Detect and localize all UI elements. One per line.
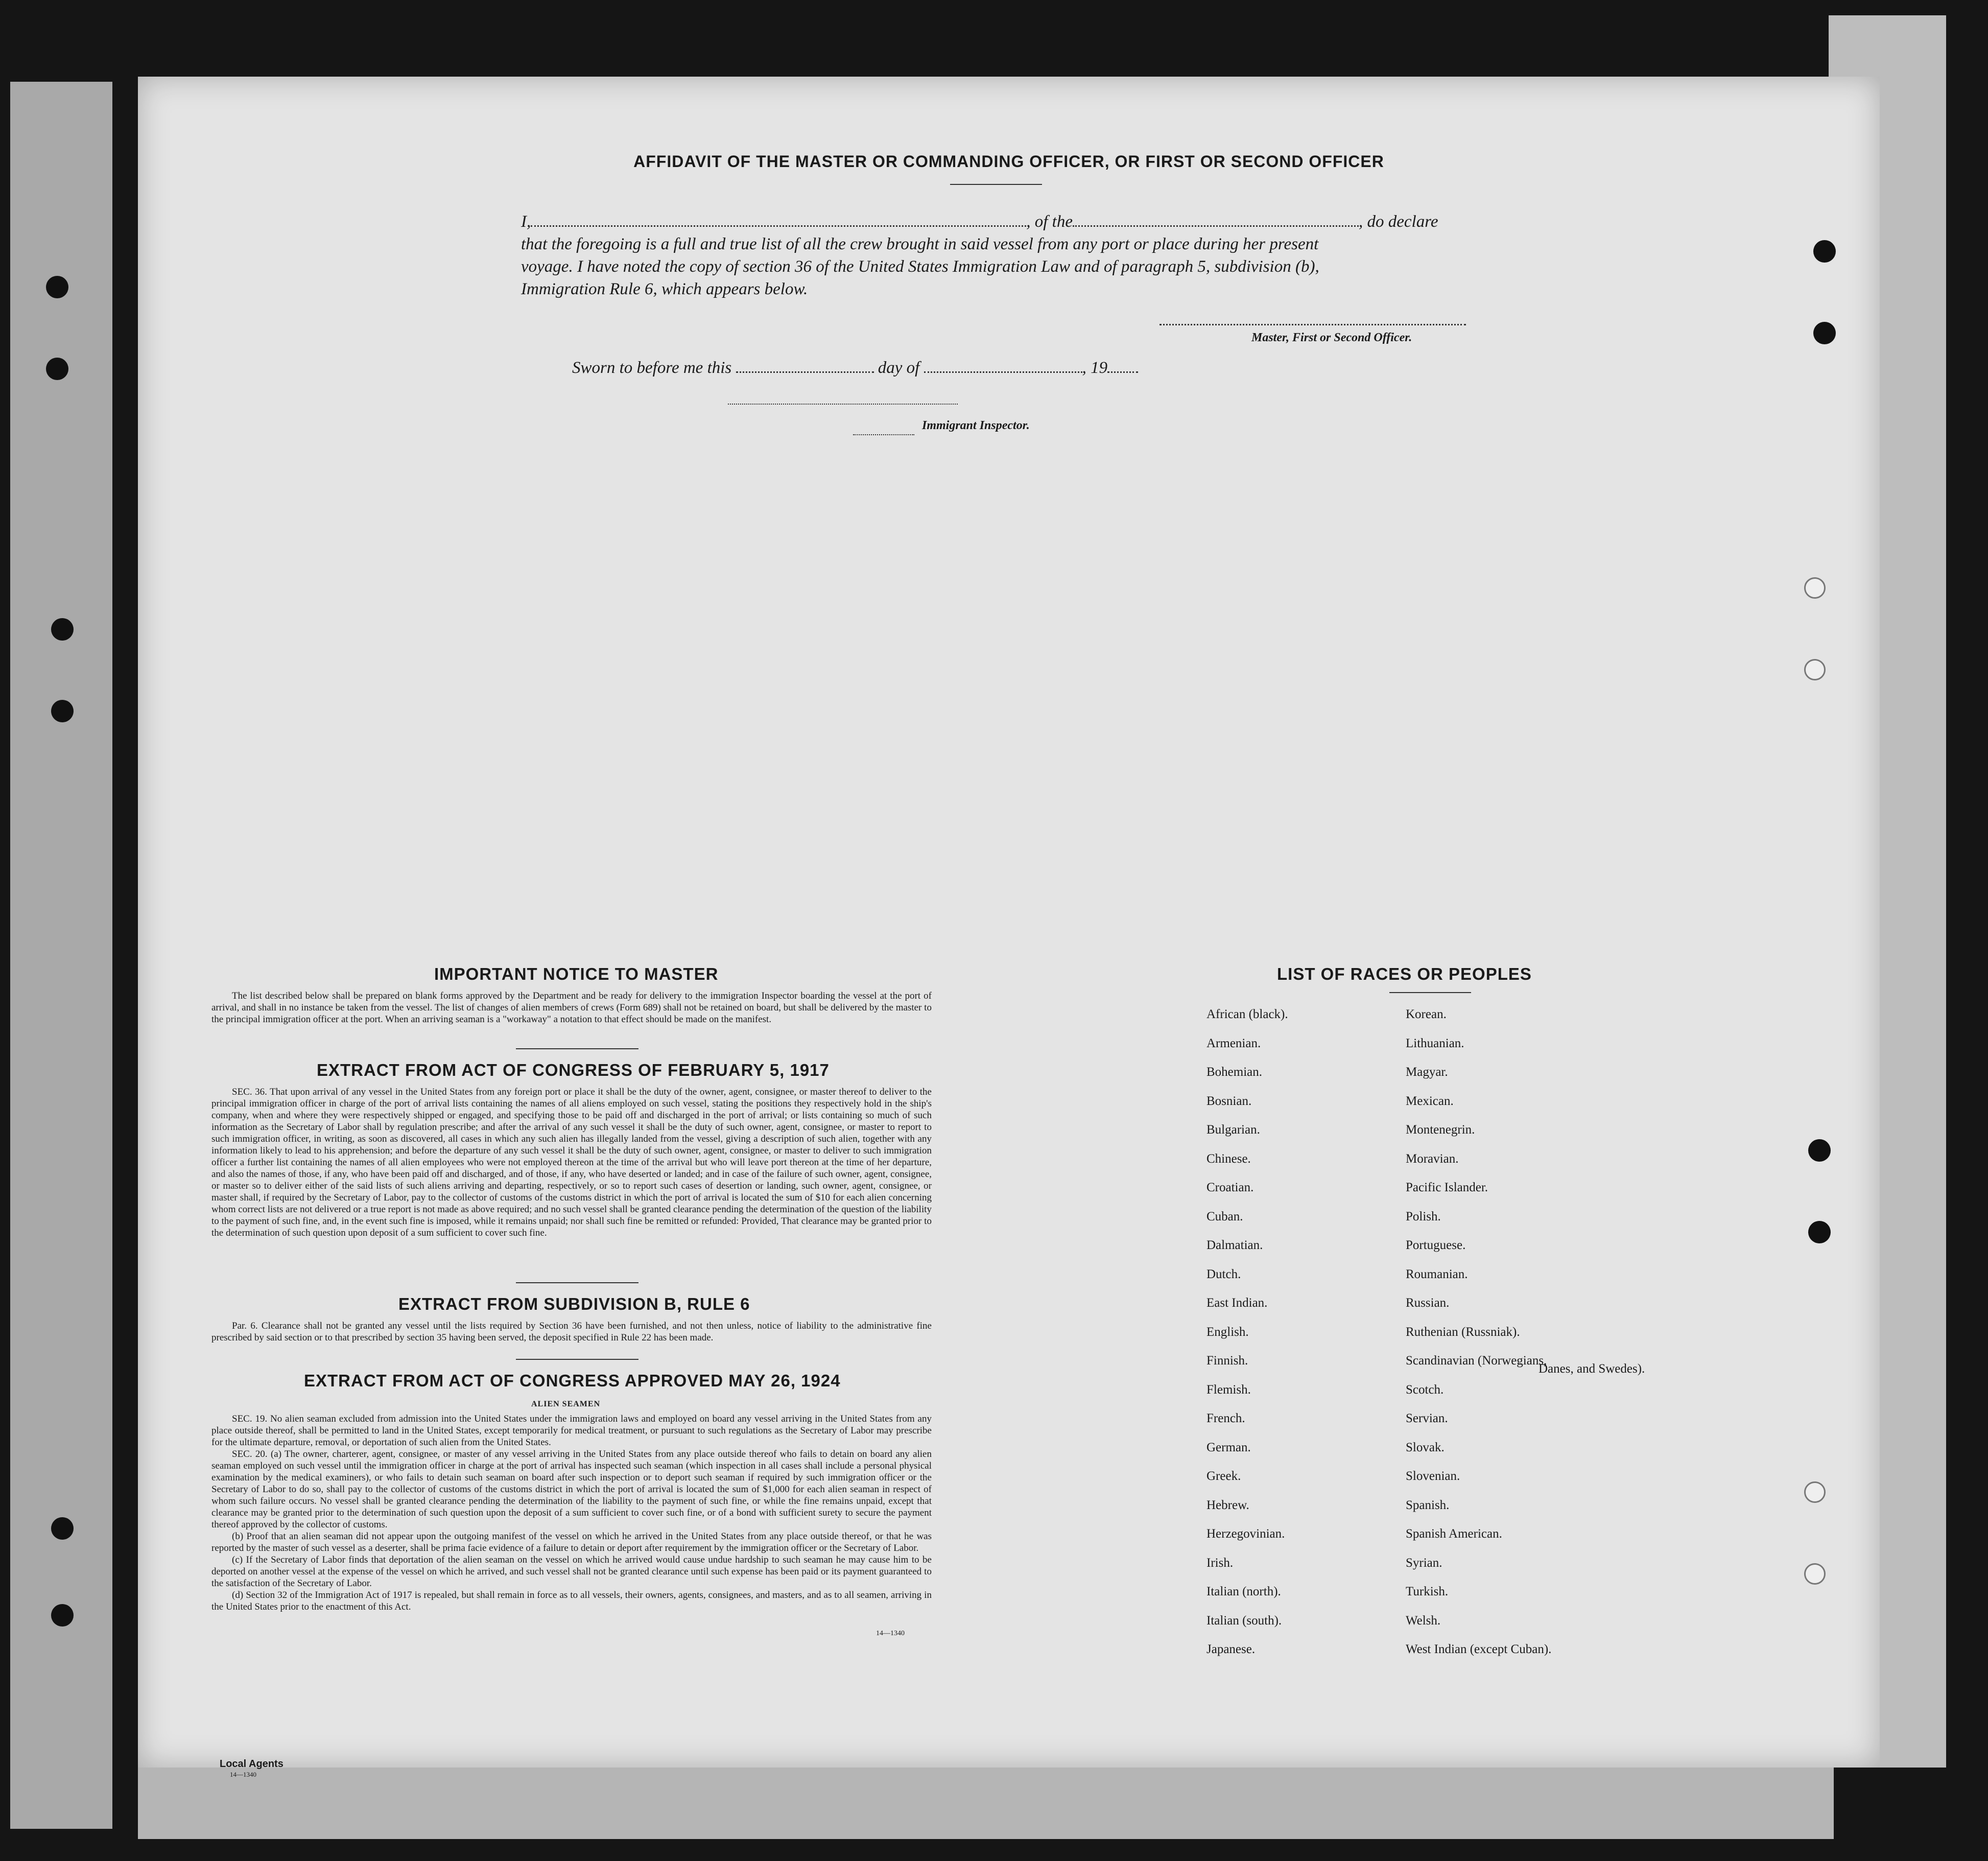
name-blank xyxy=(531,225,1026,227)
sworn-statement xyxy=(572,357,1138,379)
inspector-line xyxy=(728,404,958,405)
race-item: English. xyxy=(1206,1325,1249,1339)
race-item: Pacific Islander. xyxy=(1406,1181,1488,1194)
declaration-line-1 xyxy=(521,210,1614,233)
extract-1917-divider xyxy=(516,1282,638,1283)
race-item: Japanese. xyxy=(1206,1642,1256,1656)
extract-1917-text: SEC. 36. That upon arrival of any vessel in the United States from any foreign port or place it shall be the duty of the owner, agent, consignee, or master thereof to deliver to the principal immigration officer in charge of the port of arrival lists containing the names of all aliens employed on such vessel, stating the positions they respectively hold in the ship's company, when and where they were respectively shipped or engaged, and specifying those to be paid off and discharged in the port of arrival; or lists containing so much of such information as the Secretary of Labor shall by regulation prescribe; and after the arrival of any such vessel it shall be the duty of such owner, agent, consignee, or master to report to such immigration officer, in writing, as soon as discovered, all cases in which any such alien has illegally landed from the vessel, giving a description of such alien, together with any information likely to lead to his apprehension; and before the departure of any such vessel it shall be the duty of such owner, agent, consignee, or master to deliver to such immigration officer a further list containing the names of all alien employees who were not employed thereon at the time of the arrival but who will leave port thereon at the time of her departure, and also the names of those, if any, who have been paid off and discharged, and of those, if any, who have deserted or landed; and in case of the failure of such owner, agent, consignee, or master so to deliver either of the said lists of such aliens arriving and departing, respectively, or so to report such cases of desertion or landing, such owner, agent, consignee, or master shall, if required by the Secretary of Labor, pay to the collector of customs of the customs district in which the port of arrival is located the sum of $10 for each alien concerning whom correct lists are not delivered or a true report is not made as above required; and no such vessel shall be granted clearance pending the determination of the question of the liability to the payment of such fine, and, in the event such fine is imposed, while it remains unpaid; nor shall such fine be remitted or refunded: Provided, That clearance may be granted prior to the determination of such question upon deposit of a sum sufficient to cover such fine. xyxy=(211,1087,932,1238)
binder-hole-icon xyxy=(46,276,68,298)
alien-seamen-subtitle: ALIEN SEAMEN xyxy=(531,1400,601,1408)
race-item: Armenian. xyxy=(1206,1036,1261,1050)
sworn-day-label: day of xyxy=(878,359,920,377)
notice-title: IMPORTANT NOTICE TO MASTER xyxy=(434,964,719,983)
race-item: Welsh. xyxy=(1406,1613,1441,1628)
race-item: Italian (south). xyxy=(1206,1613,1282,1628)
of-the-label: , of the xyxy=(1026,213,1073,231)
race-item: Italian (north). xyxy=(1206,1585,1281,1598)
extract-1924-title: EXTRACT FROM ACT OF CONGRESS APPROVED MAY 26, 1924 xyxy=(304,1371,841,1390)
race-item: Mexican. xyxy=(1406,1094,1454,1108)
races-title: LIST OF RACES OR PEOPLES xyxy=(1277,964,1532,983)
rule-6-divider xyxy=(516,1359,638,1360)
underlying-page-left xyxy=(10,82,112,1829)
race-item: French. xyxy=(1206,1411,1245,1425)
declaration-i: I, xyxy=(521,213,531,231)
binder-hole-icon xyxy=(46,358,68,380)
binder-hole-icon xyxy=(1804,659,1826,680)
race-item: Scandinavian (Norwegians, xyxy=(1406,1354,1547,1368)
race-item: East Indian. xyxy=(1206,1296,1268,1310)
race-item: Russian. xyxy=(1406,1296,1450,1310)
race-item: Lithuanian. xyxy=(1406,1036,1464,1050)
race-item: Scotch. xyxy=(1406,1382,1444,1397)
sworn-date-blank xyxy=(736,371,874,373)
local-agents-label: Local Agents xyxy=(220,1758,283,1770)
race-item: Korean. xyxy=(1406,1007,1447,1021)
race-item: Irish. xyxy=(1206,1556,1234,1570)
race-item: Portuguese. xyxy=(1406,1238,1466,1252)
race-item: Magyar. xyxy=(1406,1065,1448,1079)
race-item: Roumanian. xyxy=(1406,1267,1468,1281)
race-item: Ruthenian (Russniak). xyxy=(1406,1325,1520,1339)
sec-20d-paragraph: (d) Section 32 of the Immigration Act of 1917 is repealed, but shall remain in force as to all vessels, their owners, agents, consignees, and masters, and as to all seamen, arriving in the United States prior to the enactment of this Act. xyxy=(211,1590,932,1612)
binder-hole-icon xyxy=(1808,1221,1831,1243)
officer-signature-label: Master, First or Second Officer. xyxy=(1251,331,1412,344)
notice-text: The list described below shall be prepared on blank forms approved by the Department and be ready for delivery to the immigration Inspector boarding the vessel at the port of arrival, and shall in no instance be taken from the vessel. The list of changes of alien members of crews (Form 689) shall not be retained on board, but shall be delivered by the master to the principal immigration officer at the port. When an arriving seaman is a "workaway" a notation to that effect should be made on the manifest. xyxy=(211,991,932,1025)
race-item: Slovak. xyxy=(1406,1440,1445,1454)
race-item: Syrian. xyxy=(1406,1556,1442,1570)
race-item: Bohemian. xyxy=(1206,1065,1263,1079)
race-item: Montenegrin. xyxy=(1406,1123,1475,1137)
binder-hole-icon xyxy=(1804,577,1826,599)
sworn-prefix: Sworn to before me this xyxy=(572,359,732,377)
race-item: Spanish American. xyxy=(1406,1527,1502,1541)
title-divider xyxy=(950,184,1042,185)
form-number: 14—1340 xyxy=(876,1630,905,1637)
officer-signature-line xyxy=(1159,324,1466,325)
sec-20a-paragraph: SEC. 20. (a) The owner, charterer, agent, consignee, or master of any vessel arriving in the United States from any place outside thereof who fails to detain on board any alien seaman employed on such vessel until the immigration officer in charge at the port of arrival has inspected such seaman (which inspection in all cases shall include a personal physical examination by the medical examiners), or who fails to detain such seaman on board after such inspection or to deport such seaman if required by such immigration officer or the Secretary of Labor to do so, shall pay to the collector of customs of the customs district in which the port of arrival is located the sum of $1,000 for each alien seaman in respect of whom such failure occurs. No vessel shall be granted clearance pending the determination of the liability to the payment of such fine, or while the fine remains unpaid, except that clearance may be granted prior to the determination of such question upon the deposit of a sum sufficient to cover such fine, or of a bond with sufficient surety to secure the payment thereof approved by the collector of customs. xyxy=(211,1449,932,1530)
sec-20c-paragraph: (c) If the Secretary of Labor finds that deportation of the alien seaman on the vessel on which he arrived would cause undue hardship to such seaman he may cause him to be deported on another vessel at the expense of the vessel on which he arrived, and such vessel shall not be granted clearance until such expense has been paid or its payment guaranteed to the satisfaction of the Secretary of Labor. xyxy=(211,1554,932,1589)
sworn-month-blank xyxy=(924,371,1082,373)
race-scandinavian-continued: Danes, and Swedes). xyxy=(1539,1362,1645,1376)
rule-6-text: Par. 6. Clearance shall not be granted any vessel until the lists required by Section 36 have been furnished, and not then unless, notice of liability to the administrative fine prescribed by said section or to that prescribed by section 35 having been served, the deposit specified in Rule 22 has been made. xyxy=(211,1321,932,1343)
binder-hole-icon xyxy=(1804,1563,1826,1585)
race-item: Turkish. xyxy=(1406,1585,1449,1598)
extract-1917-title: EXTRACT FROM ACT OF CONGRESS OF FEBRUARY 5, 1917 xyxy=(317,1061,830,1079)
sec-19-paragraph: SEC. 19. No alien seaman excluded from admission into the United States under the immigration laws and employed on board any vessel arriving in the United States from any place outside thereof, shall be permitted to land in the United States, except temporarily for medical treatment, or pursuant to such regulations as the Secretary of Labor may prescribe for the ultimate departure, removal, or deportation of such alien from the United States. xyxy=(211,1414,932,1448)
declaration-line-3: voyage. I have noted the copy of section 36 of the United States Immigration Law and of paragraph 5, subdivision (b), xyxy=(521,257,1319,276)
footer-form-number: 14—1340 xyxy=(230,1771,256,1778)
manifest-page xyxy=(138,77,1880,1768)
declaration-line-4: Immigration Rule 6, which appears below. xyxy=(521,280,808,298)
inspector-label: Immigrant Inspector. xyxy=(922,419,1030,432)
race-item: Chinese. xyxy=(1206,1151,1251,1166)
race-item: Servian. xyxy=(1406,1411,1448,1425)
binder-hole-icon xyxy=(1813,322,1836,344)
declaration-line-2: that the foregoing is a full and true list of all the crew brought in said vessel from any port or place during her present xyxy=(521,235,1319,253)
races-divider xyxy=(1389,992,1471,993)
sworn-year-blank xyxy=(1107,371,1138,373)
race-item: Moravian. xyxy=(1406,1151,1459,1166)
race-item: Bulgarian. xyxy=(1206,1123,1260,1137)
notice-divider xyxy=(516,1048,638,1049)
sec-20b-paragraph: (b) Proof that an alien seaman did not appear upon the outgoing manifest of the vessel on which he arrived in the United States from any place outside thereof, or that he was reported by the master of such vessel as a deserter, shall be prima facie evidence of a failure to detain or deport after requirement by the immigration officer or the Secretary of Labor. xyxy=(211,1531,932,1553)
race-item: German. xyxy=(1206,1440,1251,1454)
race-item: Dalmatian. xyxy=(1206,1238,1263,1252)
vessel-blank xyxy=(1073,225,1359,227)
do-declare-label: , do declare xyxy=(1358,213,1438,231)
race-item: Croatian. xyxy=(1206,1181,1254,1194)
race-item: Dutch. xyxy=(1206,1267,1241,1281)
binder-hole-icon xyxy=(1813,240,1836,263)
race-item: Finnish. xyxy=(1206,1354,1248,1368)
race-item: Bosnian. xyxy=(1206,1094,1252,1108)
race-item: Herzegovinian. xyxy=(1206,1527,1285,1541)
race-item: Flemish. xyxy=(1206,1382,1251,1397)
extract-1924-text xyxy=(211,1413,932,1613)
affidavit-declaration xyxy=(521,210,1614,300)
race-item: Slovenian. xyxy=(1406,1469,1460,1483)
race-item: Spanish. xyxy=(1406,1498,1450,1512)
race-item: Greek. xyxy=(1206,1469,1241,1483)
rule-6-title: EXTRACT FROM SUBDIVISION B, RULE 6 xyxy=(398,1294,750,1313)
sworn-year-label: , 19 xyxy=(1082,359,1108,377)
race-item: African (black). xyxy=(1206,1007,1288,1021)
binder-hole-icon xyxy=(51,1604,74,1627)
binder-hole-icon xyxy=(51,1517,74,1540)
binder-hole-icon xyxy=(51,618,74,641)
binder-hole-icon xyxy=(1804,1481,1826,1503)
affidavit-title: AFFIDAVIT OF THE MASTER OR COMMANDING OFFICER, OR FIRST OR SECOND OFFICER xyxy=(633,152,1384,171)
binder-hole-icon xyxy=(1808,1139,1831,1162)
race-item: Hebrew. xyxy=(1206,1498,1249,1512)
race-item: Polish. xyxy=(1406,1209,1441,1223)
binder-hole-icon xyxy=(51,700,74,722)
inspector-line-short xyxy=(853,434,914,435)
race-item: Cuban. xyxy=(1206,1209,1243,1223)
race-item: West Indian (except Cuban). xyxy=(1406,1642,1552,1656)
